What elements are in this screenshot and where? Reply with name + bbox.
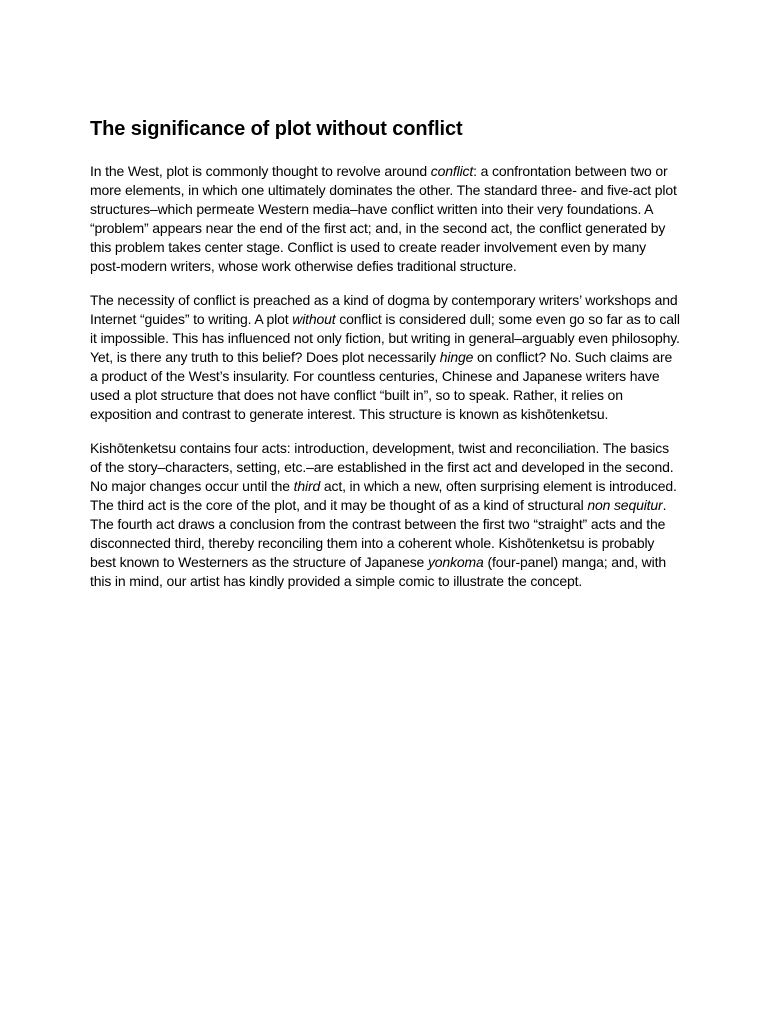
paragraph-2 [90,291,680,424]
paragraph-2-text-c: conflict is considered dull; some even go so far as to call it impossible. This has influenced not only fiction, but writing in general–arguably even philosophy. Yet, is there any truth to this belief? Does plot necessarily [90,311,680,365]
emphasis-conflict: conflict [430,163,474,179]
paragraph-3 [90,439,680,591]
paragraph-1-text-a: In the West, plot is commonly thought to revolve around [90,163,431,179]
paragraph-3-text-e: . The fourth act draws a conclusion from the contrast between the first two “straight” acts and the disconnected third, thereby reconciling them into a coherent whole. Kishōtenketsu is probably best known to Westerners as the structure of Japanese [90,497,667,570]
paragraph-1 [90,162,680,276]
document-title: The significance of plot without conflict [90,118,463,140]
paragraph-3-text-a: Kishōtenketsu contains four acts: introduction, development, twist and reconciliation. The basics of the story–characters, setting, etc.–are established in the first act and developed in the second. No major changes occur until the [90,440,674,494]
emphasis-third: third [293,478,321,494]
paragraph-3-text-g: (four-panel) manga; and, with this in mind, our artist has kindly provided a simple comic to illustrate the concept. [90,554,666,589]
paragraph-1-text-c: : a confrontation between two or more elements, in which one ultimately dominates the other. The standard three- and five-act plot structures–which permeate Western media–have conflict written into their very foundations. A “problem” appears near the end of the first act; and, in the second act, the conflict generated by this problem takes center stage. Conflict is used to create reader involvement even by many post-modern writers, whose work otherwise defies traditional structure. [90,163,677,274]
paragraph-2-text-e: on conflict? No. Such claims are a product of the West’s insularity. For countless centuries, Chinese and Japanese writers have used a plot structure that does not have conflict “built in”, so to speak. Rather, it relies on exposition and contrast to generate interest. This structure is known as kishōtenketsu. [90,349,673,422]
emphasis-without: without [292,311,336,327]
emphasis-hinge: hinge [439,349,474,365]
paragraph-2-text-a: The necessity of conflict is preached as a kind of dogma by contemporary writers’ workshops and Internet “guides” to writing. A plot [90,292,678,327]
paragraph-3-text-c: act, in which a new, often surprising element is introduced. The third act is the core of the plot, and it may be thought of as a kind of structural [90,478,677,513]
emphasis-yonkoma: yonkoma [427,554,484,570]
emphasis-non-sequitur: non sequitur [587,497,663,513]
document-page [90,116,680,606]
